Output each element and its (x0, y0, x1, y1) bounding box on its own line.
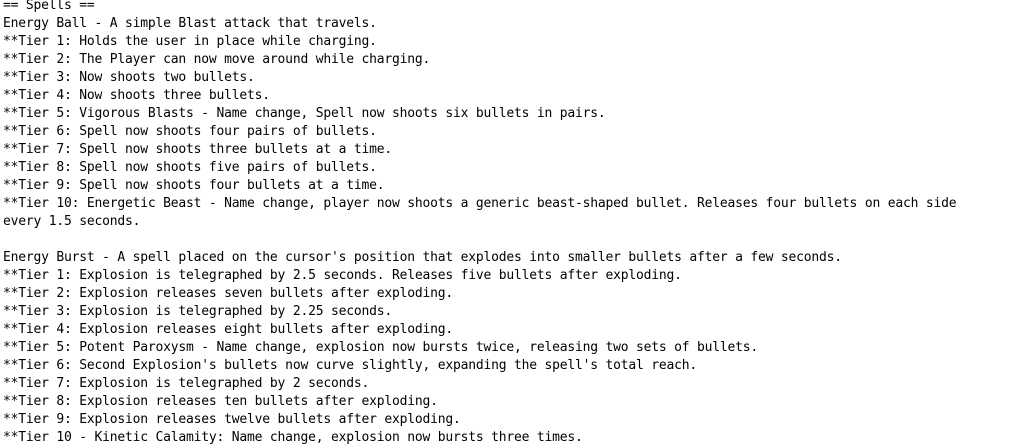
energy-ball-tier-5: **Tier 5: Vigorous Blasts - Name change, Spell now shoots six bullets in pairs. (3, 106, 606, 121)
spell-title-energy-burst: Energy Burst - A spell placed on the cursor's position that explodes into smaller bullets after a few seconds. (3, 250, 842, 265)
energy-ball-tier-10-continued: every 1.5 seconds. (3, 214, 141, 229)
energy-ball-tier-4: **Tier 4: Now shoots three bullets. (3, 88, 270, 103)
blank-line (3, 231, 1011, 249)
energy-burst-tier-3: **Tier 3: Explosion is telegraphed by 2.25 seconds. (3, 304, 392, 319)
energy-burst-tier-6: **Tier 6: Second Explosion's bullets now curve slightly, expanding the spell's total reach. (3, 358, 698, 373)
energy-ball-tier-1: **Tier 1: Holds the user in place while charging. (3, 34, 377, 49)
energy-burst-tier-1: **Tier 1: Explosion is telegraphed by 2.5 seconds. Releases five bullets after exploding. (3, 268, 682, 283)
energy-burst-tier-9: **Tier 9: Explosion releases twelve bullets after exploding. (3, 412, 461, 427)
energy-burst-tier-10: **Tier 10 - Kinetic Calamity: Name change, explosion now bursts three times. (3, 430, 583, 445)
section-heading-spells: == Spells == (3, 0, 95, 13)
text-document (3, 0, 1011, 447)
energy-ball-tier-9: **Tier 9: Spell now shoots four bullets at a time. (3, 178, 385, 193)
energy-ball-tier-2: **Tier 2: The Player can now move around while charging. (3, 52, 431, 67)
energy-burst-tier-2: **Tier 2: Explosion releases seven bullets after exploding. (3, 286, 453, 301)
energy-burst-tier-5: **Tier 5: Potent Paroxysm - Name change, explosion now bursts twice, releasing two sets of bullets. (3, 340, 759, 355)
energy-ball-tier-3: **Tier 3: Now shoots two bullets. (3, 70, 255, 85)
energy-ball-tier-10: **Tier 10: Energetic Beast - Name change, player now shoots a generic beast-shaped bullet. Releases four bullets on each side (3, 196, 957, 211)
energy-burst-tier-8: **Tier 8: Explosion releases ten bullets after exploding. (3, 394, 438, 409)
energy-ball-tier-6: **Tier 6: Spell now shoots four pairs of bullets. (3, 124, 377, 139)
energy-burst-tier-4: **Tier 4: Explosion releases eight bullets after exploding. (3, 322, 453, 337)
energy-ball-tier-8: **Tier 8: Spell now shoots five pairs of bullets. (3, 160, 377, 175)
energy-ball-tier-7: **Tier 7: Spell now shoots three bullets at a time. (3, 142, 392, 157)
energy-burst-tier-7: **Tier 7: Explosion is telegraphed by 2 seconds. (3, 376, 370, 391)
spell-title-energy-ball: Energy Ball - A simple Blast attack that travels. (3, 16, 377, 31)
